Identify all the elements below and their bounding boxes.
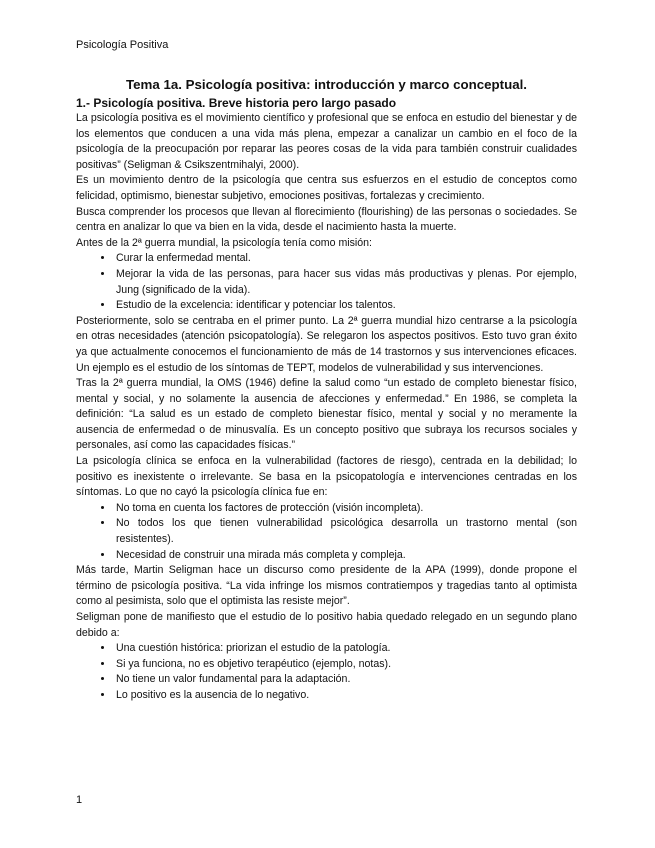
paragraph-mission-intro: Antes de la 2ª guerra mundial, la psicología tenía como misión: [76,236,372,249]
list-item: • Curar la enfermedad mental. [114,251,577,267]
paragraph-postwar: Posteriormente, solo se centraba en el primer punto. La 2ª guerra mundial hizo centrarse a la psicología en otras necesidades (atención psicopatología). Se relegaron los aspectos positivos. Esto tuvo gran éxito ya que actualmente conocemos el funcionamiento de más de 14 trastornos y sus intervenciones eficaces. Un ejemplo es el estudio de los síntomas de TEPT, modelos de vulnerabilidad y sus intervenciones. [76,314,577,374]
paragraph-concepts: Es un movimiento dentro de la psicología que centra sus esfuerzos en el estudio de conceptos como felicidad, optimismo, bienestar subjetivo, emociones positivas, fortalezas y crecimiento. [76,174,577,202]
paragraph-definition: La psicología positiva es el movimiento científico y profesional que se enfoca en estudio del bienestar y de los elementos que conducen a una vida más plena, empezar a canalizar un cambio en el foco de la psicología de la preocupación por reparar las peores cosas de la vida para también construir cualidades positivas” (Seligman & Csikszentmihalyi, 2000). [76,112,577,171]
mission-list [76,251,577,313]
document-body [76,77,577,704]
document-title: Tema 1a. Psicología positiva: introducción y marco conceptual. [126,77,527,92]
section-title: 1.- Psicología positiva. Breve historia pero largo pasado [76,96,397,110]
list-item: • Lo positivo es la ausencia de lo negativo. [114,688,577,704]
list-item: • Mejorar la vida de las personas, para hacer sus vidas más productivas y plenas. Por ejemplo, Jung (significado de la vida). [114,267,577,298]
paragraph-reasons-intro: Seligman pone de manifiesto que el estudio de lo positivo habia quedado relegado en un segundo plano debido a: [76,611,577,639]
paragraph-seligman: Más tarde, Martin Seligman hace un discurso como presidente de la APA (1999), donde propone el término de psicología positiva. “La vida infringe los mismos contratiempos y tragedias tanto al optimista como al pesimista, solo que el optimista las resiste mejor”. [76,564,577,608]
page-header: Psicología Positiva [76,39,169,51]
list-item: • Una cuestión histórica: priorizan el estudio de la patología. [114,641,577,657]
list-item: • Estudio de la excelencia: identificar y potenciar los talentos. [114,298,577,314]
clinical-list [76,501,577,563]
list-item: • No todos los que tienen vulnerabilidad psicológica desarrolla un trastorno mental (son resistentes). [114,516,577,547]
page-number: 1 [76,794,83,806]
list-item: • No tiene un valor fundamental para la adaptación. [114,672,577,688]
paragraph-clinical: La psicología clínica se enfoca en la vulnerabilidad (factores de riesgo), centrada en la debilidad; lo positivo es inexistente o irrelevante. Se basa en la psicopatología e intervenciones centradas en los síntomas. Lo que no cayó la psicología clínica fue en: [76,455,577,499]
list-item: • Necesidad de construir una mirada más completa y compleja. [114,548,577,564]
paragraph-flourishing: Busca comprender los procesos que llevan al florecimiento (flourishing) de las personas o sociedades. Se centra en analizar lo que va bien en la vida, desde el nacimiento hasta la muerte. [76,205,577,234]
paragraph-oms: Tras la 2ª guerra mundial, la OMS (1946) define la salud como “un estado de completo bienestar físico, mental y social, y no solamente la ausencia de afecciones y enfermedad.” En 1986, se completa la definición: “La salud es un estado de completo bienestar físico, mental y social y no meramente la ausencia de enfermedad o de minusvalía. Es un concepto positivo que subraya los recursos sociales y personales, así como las capacidades físicas.” [76,377,577,452]
list-item: • Si ya funciona, no es objetivo terapéutico (ejemplo, notas). [114,657,577,673]
reasons-list [76,641,577,703]
list-item: • No toma en cuenta los factores de protección (visión incompleta). [114,501,577,517]
